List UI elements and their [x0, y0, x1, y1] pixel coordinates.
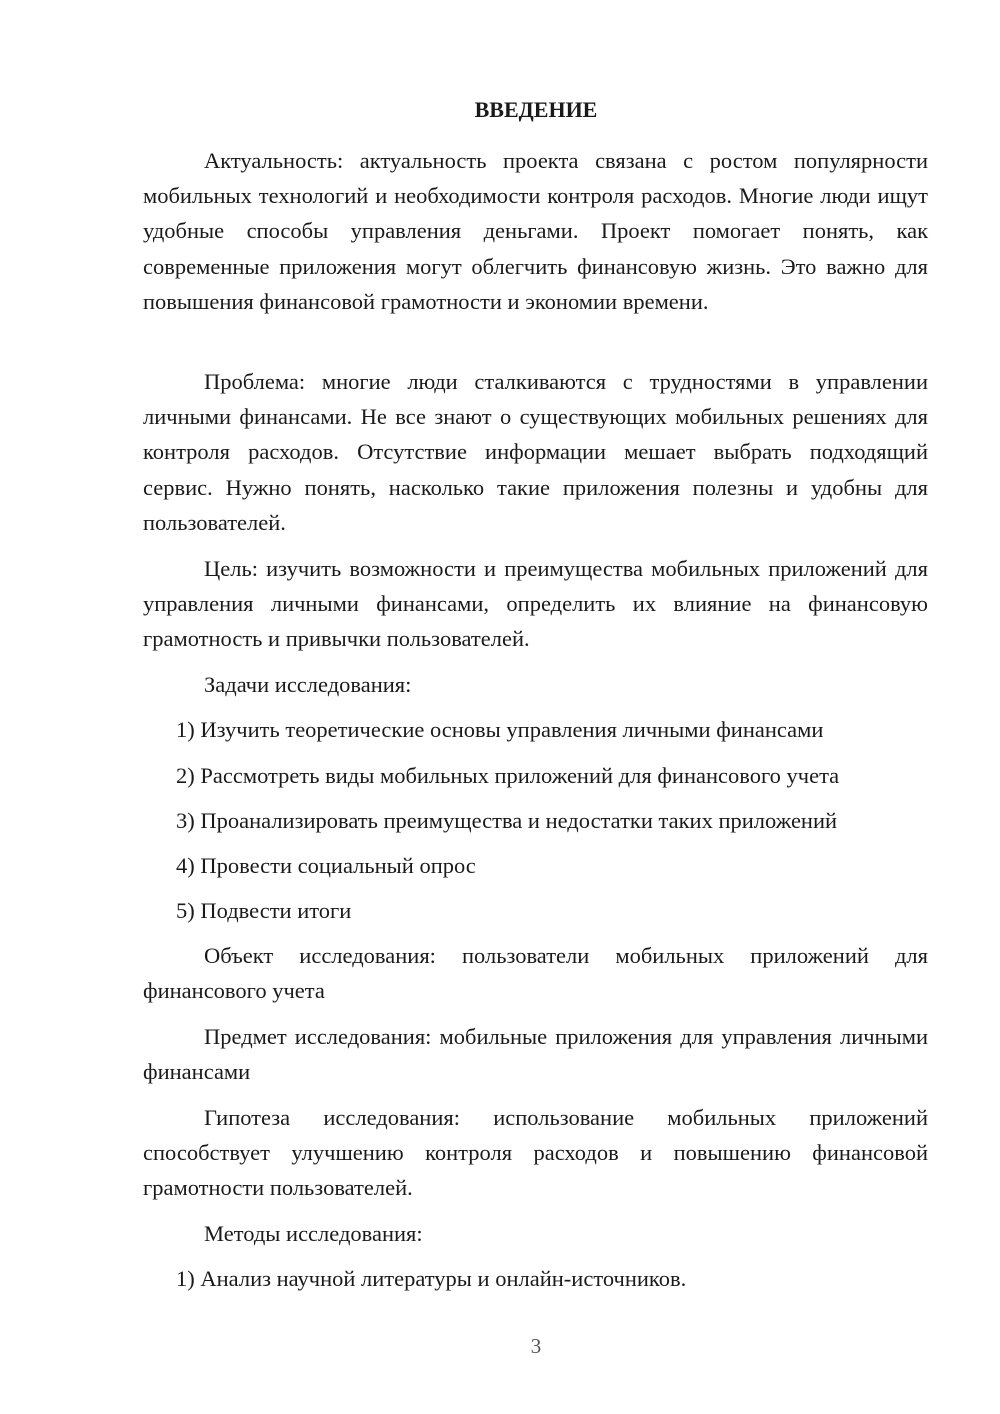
methods-heading: Методы исследования: [204, 1221, 423, 1246]
page-title: ВВЕДЕНИЕ [474, 97, 598, 122]
object-paragraph: Объект исследования: пользователи мобильных приложений для финансового учета [143, 943, 928, 1004]
list-item: 1) Изучить теоретические основы управления личными финансами [176, 717, 824, 742]
page-number: 3 [530, 1334, 542, 1358]
list-item: 3) Проанализировать преимущества и недостатки таких приложений [176, 808, 838, 833]
goal-paragraph: Цель: изучить возможности и преимущества мобильных приложений для управления личными финансами, определить их влияние на финансовую грамотность и привычки пользователей. [143, 556, 928, 652]
tasks-heading: Задачи исследования: [204, 672, 412, 697]
relevance-paragraph: Актуальность: актуальность проекта связана с ростом популярности мобильных технологий и необходимости контроля расходов. Многие люди ищут удобные способы управления деньгами. Проект помогает понять, как современные приложения могут облегчить финансовую жизнь. Это важно для повышения финансовой грамотности и экономии времени. [143, 148, 928, 314]
list-item: 2) Рассмотреть виды мобильных приложений для финансового учета [176, 763, 840, 788]
list-item: 1) Анализ научной литературы и онлайн-источников. [176, 1266, 687, 1291]
list-item: 5) Подвести итоги [176, 898, 352, 923]
list-item: 4) Провести социальный опрос [176, 853, 476, 878]
hypothesis-paragraph: Гипотеза исследования: использование мобильных приложений способствует улучшению контроля расходов и повышению финансовой грамотности пользователей. [143, 1105, 928, 1201]
subject-paragraph: Предмет исследования: мобильные приложения для управления личными финансами [143, 1024, 928, 1085]
problem-paragraph: Проблема: многие люди сталкиваются с трудностями в управлении личными финансами. Не все знают о существующих мобильных решениях для контроля расходов. Отсутствие информации мешает выбрать подходящий сервис. Нужно понять, насколько такие приложения полезны и удобны для пользователей. [143, 369, 928, 535]
